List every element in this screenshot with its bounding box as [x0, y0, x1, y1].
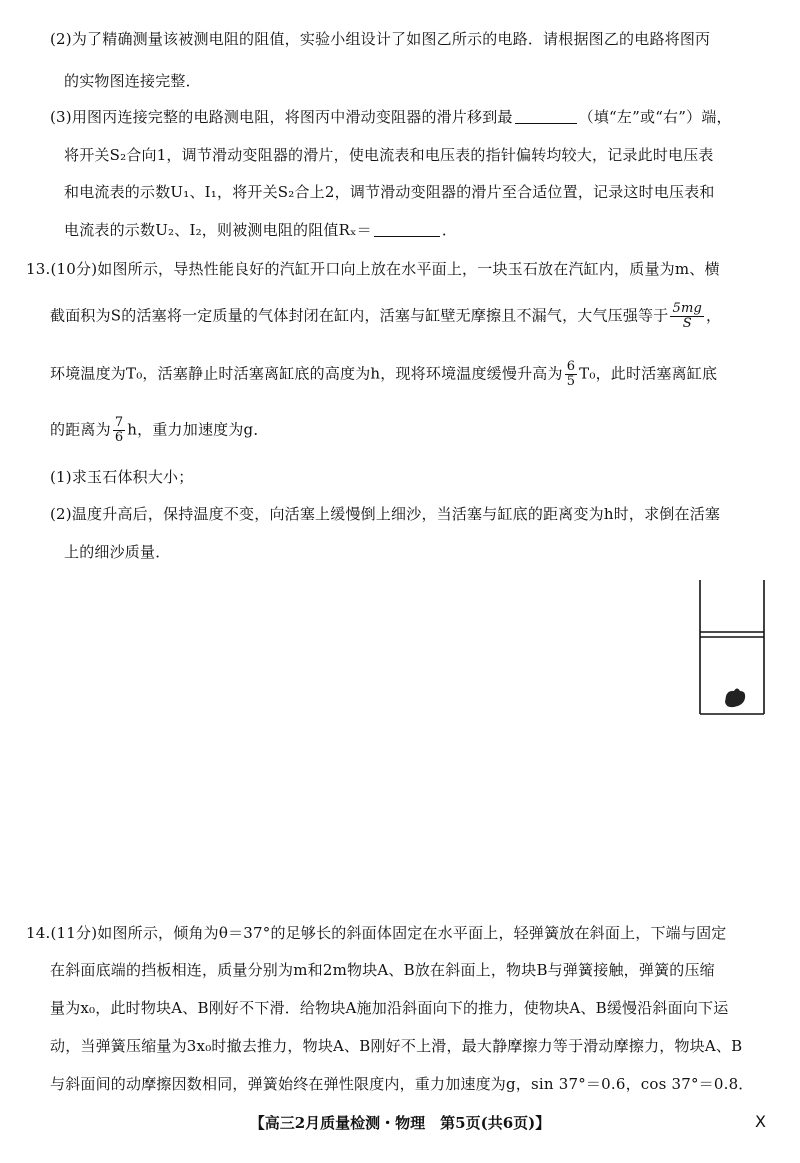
fraction-numerator: 5mg [672, 301, 703, 316]
fraction-temperature [565, 360, 577, 389]
q13-line2-text: 截面积为S的活塞将一定质量的气体封闭在缸内，活塞与缸壁无摩擦且不漏气，大气压强等于 [50, 306, 669, 325]
q13-line2-end: ， [706, 306, 722, 325]
q14-line1: 14.(11分)如图所示，倾角为θ＝37°的足够长的斜面体固定在水平面上，轻弹簧放在斜面上，下端与固定 [26, 924, 727, 942]
q13-line2 [50, 302, 721, 331]
q12-part3-line4-text: 电流表的示数U₂、I₂，则被测电阻的阻值Rₓ＝ [64, 221, 372, 239]
cylinder-with-piston-and-jade-icon [690, 580, 770, 720]
jade-stone [725, 689, 745, 708]
q12-part3-text-b: （填“左”或“右”）端， [578, 108, 732, 126]
q14-line3: 量为x₀，此时物块A、B刚好不下滑．给物块A施加沿斜面向下的推力，使物块A、B缓慢沿斜面向下运 [50, 999, 729, 1017]
q13-line4-end: h，重力加速度为g． [127, 420, 269, 439]
fraction-numerator: 7 [114, 415, 124, 430]
q13-line4 [50, 416, 269, 445]
q13-line3-end: T₀，此时活塞离缸底 [579, 364, 718, 383]
q12-part2-line1: (2)为了精确测量该被测电阻的阻值，实验小组设计了如图乙所示的电路．请根据图乙的电路将图丙 [50, 30, 711, 48]
fraction-pressure [670, 302, 704, 331]
q14-line4: 动，当弹簧压缩量为3x₀时撤去推力，物块A、B刚好不上滑，最大静摩擦力等于滑动摩擦力，物块A、B [50, 1037, 743, 1055]
fraction-numerator: 6 [566, 359, 576, 374]
fraction-denominator: S [682, 316, 692, 331]
q14-line2: 在斜面底端的挡板相连，质量分别为m和2m物块A、B放在斜面上，物块B与弹簧接触，弹簧的压缩 [50, 961, 715, 979]
q12-part2-line2: 的实物图连接完整． [64, 72, 201, 90]
q12-part3-line4 [64, 219, 457, 241]
page-footer: 【高三2月质量检测・物理 第5页(共6页)】 [249, 1114, 551, 1132]
footer-mark: X [755, 1112, 766, 1131]
q12-part3-text-a: (3)用图丙连接完整的电路测电阻，将图丙中滑动变阻器的滑片移到最 [50, 108, 513, 126]
q13-sub1: (1)求玉石体积大小； [50, 468, 194, 486]
fraction-denominator: 6 [114, 430, 124, 445]
q13-sub2-line2: 上的细沙质量． [64, 543, 171, 561]
fraction-denominator: 5 [566, 374, 576, 389]
fraction-height [113, 416, 125, 445]
q13-line1: 13.(10分)如图所示，导热性能良好的汽缸开口向上放在水平面上，一块玉石放在汽缸内，质量为m、横 [26, 260, 720, 278]
q12-part3-line4-end: ． [441, 221, 458, 239]
q12-part3-line3: 和电流表的示数U₁、I₁，将开关S₂合上2，调节滑动变阻器的滑片至合适位置，记录这时电压表和 [64, 183, 715, 201]
q13-line3-text: 环境温度为T₀，活塞静止时活塞离缸底的高度为h，现将环境温度缓慢升高为 [50, 364, 563, 383]
q13-line4-text: 的距离为 [50, 420, 111, 439]
answer-blank-direction [515, 107, 577, 124]
q14-line5: 与斜面间的动摩擦因数相同，弹簧始终在弹性限度内，重力加速度为g，sin 37°＝0.6，cos 37°＝0.8． [50, 1075, 754, 1093]
q13-sub2-line1: (2)温度升高后，保持温度不变，向活塞上缓慢倒上细沙，当活塞与缸底的距离变为h时，求倒在活塞 [50, 505, 721, 523]
q12-part3-line2: 将开关S₂合向1，调节滑动变阻器的滑片，使电流表和电压表的指针偏转均较大，记录此时电压表 [64, 146, 714, 164]
answer-blank-resistance [374, 220, 440, 237]
q13-line3 [50, 360, 717, 389]
q12-part3-line1 [50, 106, 732, 128]
